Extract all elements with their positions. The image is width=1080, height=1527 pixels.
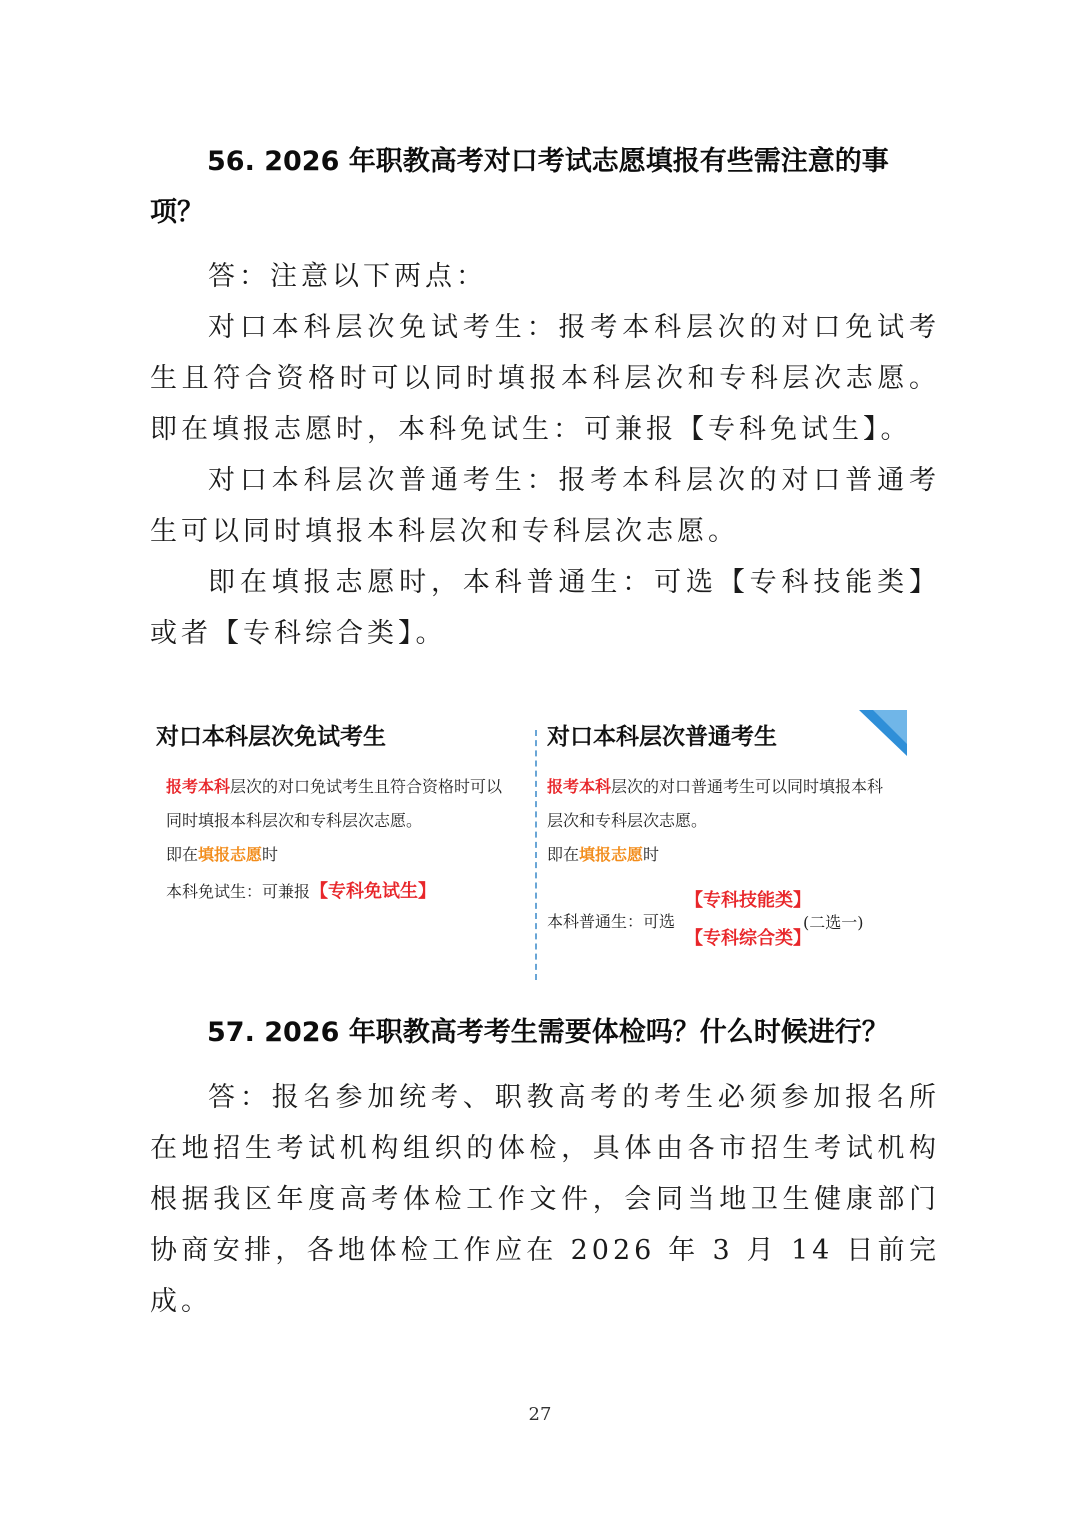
corner-triangle-icon	[857, 708, 909, 758]
figure-right-line3-pre: 即在	[547, 845, 580, 864]
volunteer-figure	[150, 700, 910, 985]
figure-right-line3	[547, 842, 659, 865]
figure-left-line1-rest: 层次的对口免试考生且符合资格时可以	[230, 777, 503, 796]
question-56-title	[150, 136, 940, 238]
figure-left-line4-red: 【专科免试生】	[310, 881, 437, 902]
figure-right-option1: 【专科技能类】	[685, 890, 811, 911]
answer-56-para3: 即在填报志愿时，本科普通生：可选【专科技能类】或者【专科综合类】。	[150, 567, 940, 649]
figure-right-line3-orange: 填报志愿	[579, 845, 644, 864]
question-57-title	[150, 1007, 940, 1058]
figure-right-choose-note: (二选一)	[803, 913, 864, 932]
figure-right-line1	[547, 774, 883, 797]
figure-right-option2: 【专科综合类】	[685, 928, 811, 949]
question-57-title-text: 57. 2026 年职教高考考生需要体检吗？什么时候进行？	[207, 1017, 889, 1048]
answer-56-intro: 答：注意以下两点：	[208, 261, 487, 292]
answer-56-para2: 对口本科层次普通考生：报考本科层次的对口普通考生可以同时填报本科层次和专科层次志愿。	[150, 465, 940, 547]
figure-left-line2: 同时填报本科层次和专科层次志愿。	[166, 811, 423, 830]
figure-left-line3-pre: 即在	[166, 845, 199, 864]
figure-divider	[535, 730, 537, 980]
answer-57: 答：报名参加统考、职教高考的考生必须参加报名所在地招生考试机构组织的体检，具体由各市招生考试机构根据我区年度高考体检工作文件，会同当地卫生健康部门协商安排，各地体检工作应在 2026 年 3 月 14 日前完成。	[150, 1082, 940, 1317]
answer-56-para1: 对口本科层次免试考生：报考本科层次的对口免试考生且符合资格时可以同时填报本科层次和专科层次志愿。即在填报志愿时，本科免试生：可兼报【专科免试生】。	[150, 312, 940, 445]
figure-left-line4	[166, 877, 436, 903]
figure-left-line3-orange: 填报志愿	[198, 845, 263, 864]
figure-left-line1	[166, 774, 502, 797]
figure-left-line1-red: 报考本科	[166, 777, 231, 796]
page-number: 27	[528, 1404, 552, 1425]
figure-right-title: 对口本科层次普通考生	[547, 724, 777, 750]
figure-right-line4: 本科普通生：可选	[547, 912, 676, 931]
question-56-title-line2: 项？	[150, 197, 204, 228]
question-56-title-line1: 56. 2026 年职教高考对口考试志愿填报有些需注意的事	[207, 146, 889, 177]
figure-left-line3-post: 时	[262, 845, 279, 864]
figure-left-title: 对口本科层次免试考生	[156, 724, 386, 750]
figure-right-line3-post: 时	[643, 845, 660, 864]
figure-left-line4-pre: 本科免试生：可兼报	[166, 882, 311, 901]
figure-right-line1-red: 报考本科	[547, 777, 612, 796]
figure-right-line1-rest: 层次的对口普通考生可以同时填报本科	[611, 777, 884, 796]
figure-left-line3	[166, 842, 278, 865]
figure-right-line2: 层次和专科层次志愿。	[547, 811, 708, 830]
